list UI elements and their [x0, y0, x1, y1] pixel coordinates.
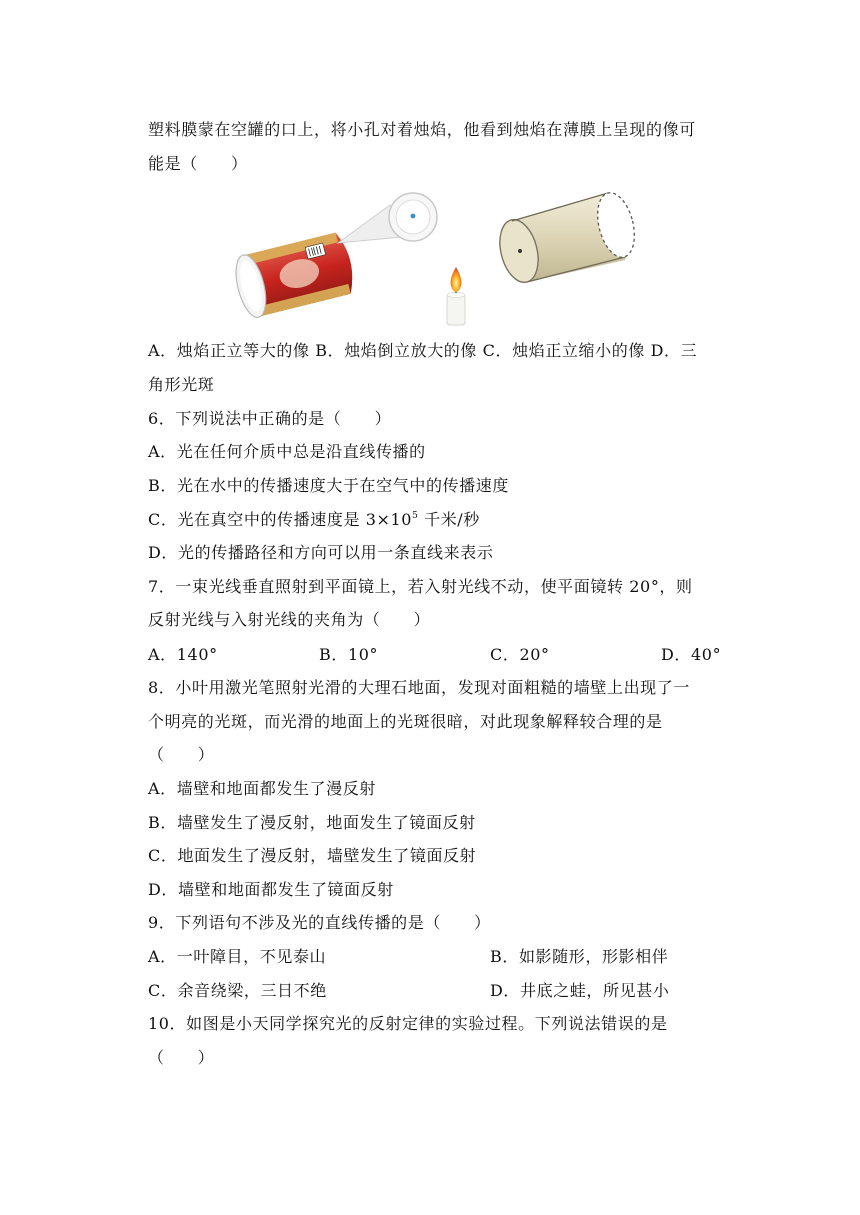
- q9-option-a: A．一叶障目，不见泰山: [148, 947, 327, 966]
- q5-stem-line1: 塑料膜蒙在空罐的口上，将小孔对着烛焰，他看到烛焰在薄膜上呈现的像可: [148, 120, 696, 139]
- q5-stem-line2: 能是（ ）: [148, 154, 248, 173]
- q7-option-a: A．140°: [148, 645, 218, 664]
- q9-option-b: B．如影随形，形影相伴: [490, 947, 669, 966]
- q6-option-d: D．光的传播路径和方向可以用一条直线来表示: [148, 543, 494, 562]
- q7-stem-line2: 反射光线与入射光线的夹角为（ ）: [148, 610, 431, 629]
- q6-option-c-exponent: 5: [412, 511, 419, 521]
- q9-option-c: C．余音绕梁，三日不绝: [148, 981, 327, 1000]
- q6-option-c-suffix: 千米/秒: [418, 510, 480, 529]
- q8-option-b: B．墙壁发生了漫反射，地面发生了镜面反射: [148, 813, 476, 832]
- q6-option-a: A．光在任何介质中总是沿直线传播的: [148, 442, 426, 461]
- q9-option-d: D．井底之蛙，所见甚小: [490, 981, 670, 1000]
- q10-stem-line2: （ ）: [148, 1048, 215, 1067]
- q6-option-b: B．光在水中的传播速度大于在空气中的传播速度: [148, 476, 509, 495]
- paper-tube: [494, 189, 640, 287]
- pinhole-camera-figure: [230, 185, 640, 335]
- q5-options-line1: A．烛焰正立等大的像 B．烛焰倒立放大的像 C．烛焰正立缩小的像 D．三: [148, 341, 698, 360]
- q6-stem: 6．下列说法中正确的是（ ）: [148, 409, 392, 428]
- q5-options-line2: 角形光斑: [148, 375, 215, 394]
- q8-stem-line2: 个明亮的光斑，而光滑的地面上的光斑很暗，对此现象解释较合理的是: [148, 712, 663, 731]
- q10-stem-line1: 10．如图是小天同学探究光的反射定律的实验过程。下列说法错误的是: [148, 1014, 668, 1033]
- q6-option-c-prefix: C．光在真空中的传播速度是 3×10: [148, 510, 413, 529]
- can-illustration: [231, 230, 359, 320]
- q7-stem-line1: 7．一束光线垂直照射到平面镜上，若入射光线不动，使平面镜转 20°，则: [148, 577, 693, 596]
- q8-option-d: D．墙壁和地面都发生了镜面反射: [148, 880, 394, 899]
- q8-stem-line1: 8．小叶用激光笔照射光滑的大理石地面，发现对面粗糙的墙壁上出现了一: [148, 678, 690, 697]
- q8-option-a: A．墙壁和地面都发生了漫反射: [148, 779, 376, 798]
- q6-option-c: [148, 510, 480, 530]
- q7-option-c: C．20°: [490, 645, 550, 664]
- q9-stem: 9．下列语句不涉及光的直线传播的是（ ）: [148, 913, 491, 932]
- q7-option-b: B．10°: [319, 645, 379, 664]
- q7-option-d: D．40°: [661, 645, 722, 664]
- q8-stem-line3: （ ）: [148, 745, 215, 764]
- candle: [447, 267, 465, 325]
- q8-option-c: C．地面发生了漫反射，墙壁发生了镜面反射: [148, 846, 477, 865]
